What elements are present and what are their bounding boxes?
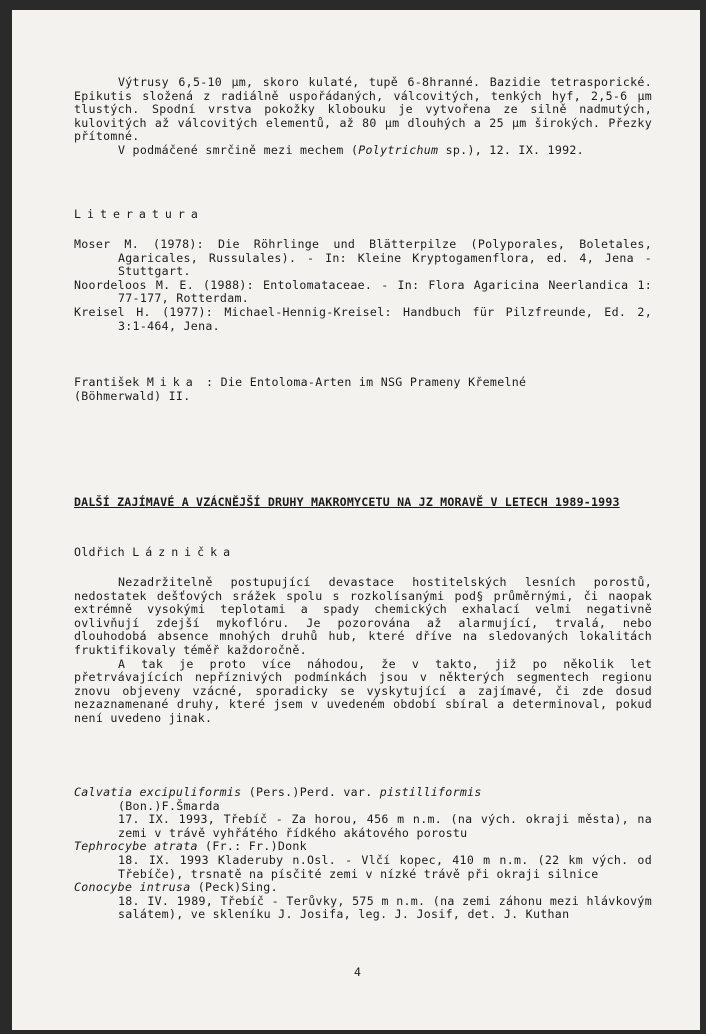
prev-title-line1: : Die Entoloma-Arten im NSG Prameny Křemelné [206,375,527,389]
top-description [74,76,652,158]
habitat-paragraph: V podmáčené smrčině mezi mechem (Polytrichum sp.), 12. IX. 1992. [118,142,584,157]
species-variety: pistilliformis [379,785,482,799]
species-name: Calvatia excipuliformis [74,785,242,799]
article-intro [74,576,652,726]
species-record: 18. IX. 1993 Kladeruby n.Osl. - Vlčí kopec, 410 m n.m. (22 km vých. od Třebíče), trsnatě na písčité zemi v nízké trávě při okraji silnice [118,852,652,881]
species-author-continued: (Bon.)F.Šmarda [118,798,220,813]
species-author: (Pers.)Perd. var. [248,785,373,799]
intro-paragraph: Nezadržitelně postupující devastace hostitelských lesních porostů, nedostatek dešťových srážek spolu s rozkolísanými pod§ průměrnými, či naopak extrémně vysokými teplotami a spady chemických exhalací velmi negativně ovlivňují zdejší mykoflóru. Je pozorována až alarmující, trvalá, nebo dlouhodobá absence mnohých druhů hub, které dříve na sledovaných lokalitách fruktifikovaly téměř každoročně. [74,575,652,657]
previous-article-byline [74,376,652,403]
species-entry [74,881,652,922]
reference-item: Moser M. (1978): Die Röhrlinge und Blätterpilze (Polyporales, Boletales, Agaricales, Russulales). - In: Kleine Kryptogamenflora, ed. 4, Jena - Stuttgart. [74,237,652,279]
intro-paragraph: A tak je proto více náhodou, že v takto, již po několik let přetrvávajících nepříznivých podmínkách jsou v některých segmentech regionu znovu objeveny vzácné, sporadicky se vyskytující a zajímavé, či zde dosud nezaznamenané druhy, které jsem v uvedeném období sbíral a determinoval, pokud není uvedeno jinak. [74,656,652,725]
reference-item: Kreisel H. (1977): Michael-Hennig-Kreisel: Handbuch für Pilzfreunde, Ed. 2, 3:1-464, Jena. [74,304,652,333]
prev-title-line2: (Böhmerwald) II. [74,388,191,403]
reference-item: Noordeloos M. E. (1988): Entolomataceae. - In: Flora Agaricina Neerlandica 1: 77-177, Rotterdam. [74,277,652,306]
prev-author-first: František [74,375,140,389]
document-page [12,10,700,1030]
prev-author-last: Mika [146,375,199,389]
species-record: 17. IX. 1993, Třebíč - Za horou, 456 m n.m. (na vých. okraji města), na zemi v trávě vyhřátého řídkého akátového porostu [118,812,652,840]
species-name: Tephrocybe atrata [74,839,198,854]
description-paragraph: Výtrusy 6,5-10 µm, skoro kulaté, tupě 6-8hranné. Bazidie tetrasporické. Epikutis složená z radiálně uspořádaných, válcovitých, tenkých hyf, 2,5-6 µm tlustých. Spodní vrstva pokožky klobouku je vytvořena ze silně nadmutých, kulovitých až válcovitých elementů, až 80 µm dlouhých a 25 µm širokých. Přezky přítomné. [74,75,652,144]
species-list [74,786,652,922]
reference-list [74,238,652,333]
species-entry [74,840,652,881]
page-number: 4 [354,965,362,979]
species-entry [74,786,652,840]
article-author: Oldřich Láznička [74,545,237,559]
literatura-heading: Literatura [74,207,204,221]
species-record: 18. IV. 1989, Třebíč - Terůvky, 575 m n.m. (na zemi záhonu mezi hlávkovým salátem), ve skleníku J. Josifa, leg. J. Josif, det. J. Kuthan [118,893,652,922]
species-name: Conocybe intrusa [74,880,191,895]
species-author: (Fr.: Fr.)Donk [205,839,307,854]
species-author: (Peck)Sing. [197,880,278,895]
article-title: DALŠÍ ZAJÍMAVÉ A VZÁCNĚJŠÍ DRUHY MAKROMYCETU NA JZ MORAVĚ V LETECH 1989-1993 [74,495,620,509]
